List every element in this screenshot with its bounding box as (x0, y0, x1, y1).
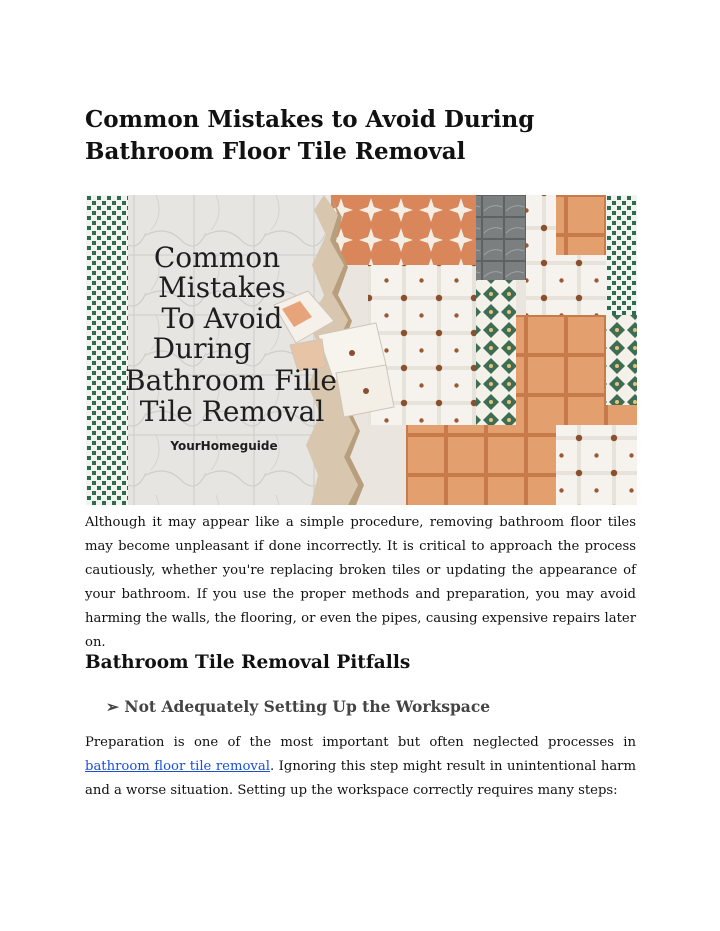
hero-brand: YourHomeguide (170, 439, 278, 453)
subsection-heading (106, 697, 490, 716)
hero-title-line: Mistakes (158, 271, 286, 304)
green-diamond-strip (476, 280, 516, 425)
intro-paragraph: Although it may appear like a simple procedure, removing bathroom floor tiles may become unpleasant if done incorrectly. It is critical to approach the process cautiously, whether you're replacing broken tiles or updating the appearance of your bathroom. If you use the proper methods and preparation, you may avoid harming the walls, the flooring, or even the pipes, causing expensive repairs later on. (85, 515, 636, 650)
subsection-heading-text: Not Adequately Setting Up the Workspace (124, 697, 491, 716)
terracotta-top-right (556, 195, 606, 255)
tile-removal-link[interactable]: bathroom floor tile removal (85, 759, 270, 774)
preparation-paragraph (85, 731, 636, 803)
paragraph-text: Preparation is one of the most important but often neglected processes in (85, 735, 636, 750)
hero-title-line: Common (153, 241, 281, 274)
terracotta-bottom-tiles (406, 425, 556, 505)
arrow-bullet-icon: ➢ (106, 697, 119, 716)
grey-marble-tiles (476, 195, 526, 280)
page-title: Common Mistakes to Avoid During Bathroom Floor Tile Removal (85, 106, 535, 165)
terracotta-star-tiles (331, 195, 476, 265)
hero-title-line: To Avoid (161, 302, 283, 335)
hero-image (86, 195, 637, 505)
white-dot-tiles-bottom (556, 425, 637, 505)
mosaic-strip (86, 195, 128, 505)
hero-title-line: Bathroom Fille (125, 364, 337, 397)
paragraph-text: . Ignoring this step might result in unintentional harm and a worse situation. Setting up the workspace correctly requires many steps: (85, 759, 636, 798)
hero-title-line: Tile Removal (139, 395, 325, 428)
section-heading: Bathroom Tile Removal Pitfalls (85, 652, 411, 673)
mosaic-right-top (606, 195, 637, 315)
hero-title-line: During (152, 332, 252, 365)
patterned-strip-right (606, 315, 637, 405)
